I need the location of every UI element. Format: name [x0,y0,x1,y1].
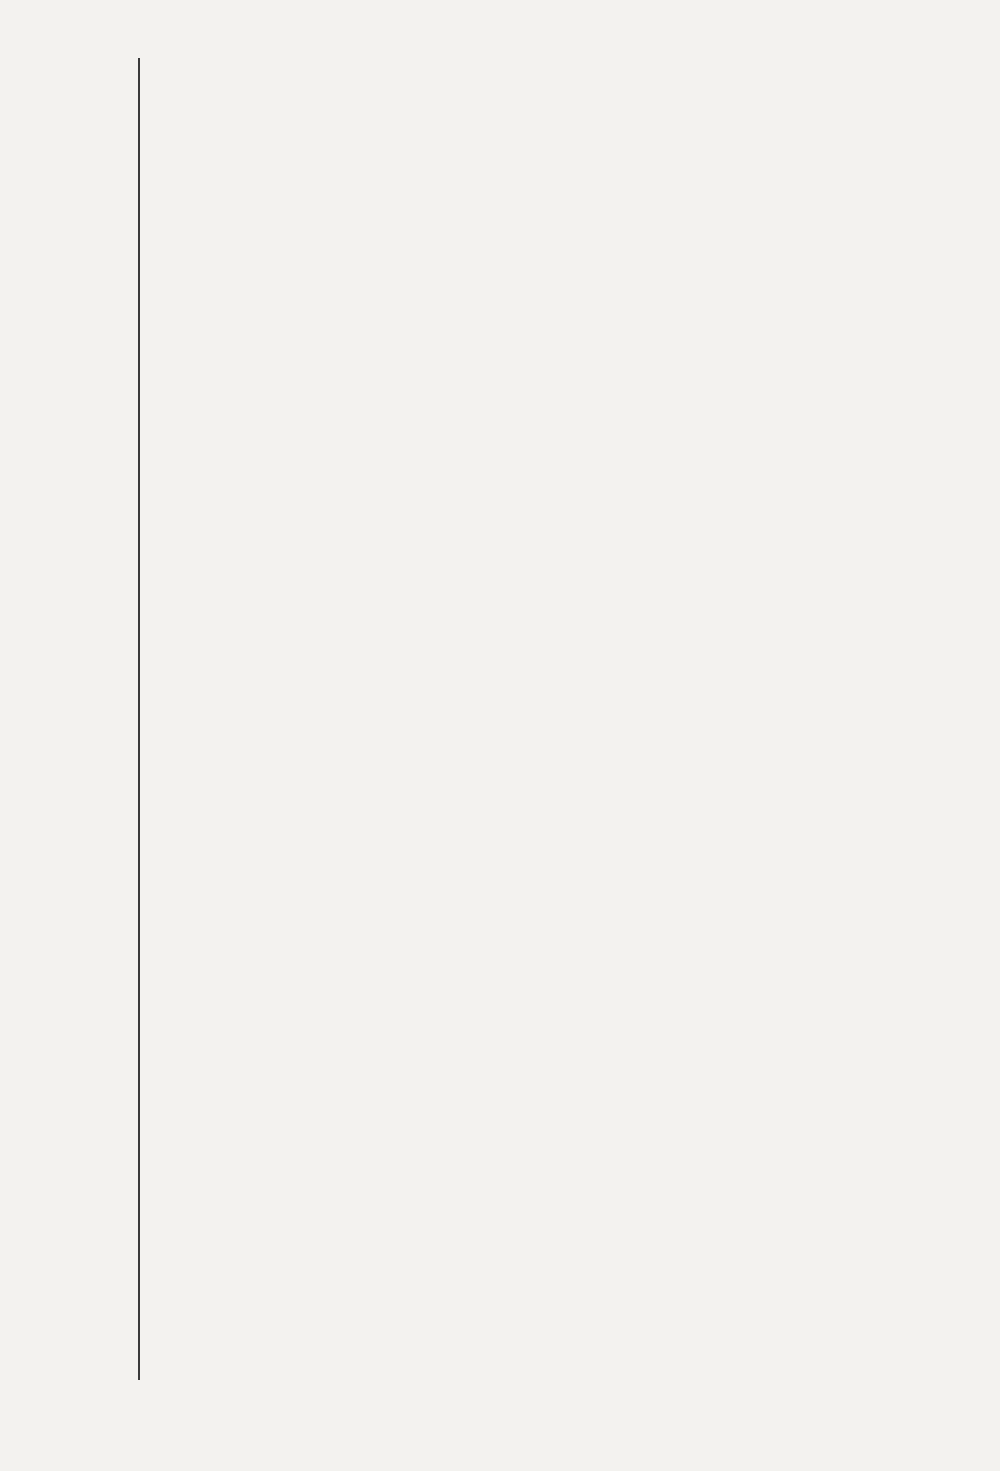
essay-paragraph-1 [154,1080,776,1105]
watermark [800,1398,978,1464]
essay-paragraph-2 [154,1229,776,1254]
left-margin-rule [138,58,140,1380]
watermark-seal-icon [800,1398,978,1446]
